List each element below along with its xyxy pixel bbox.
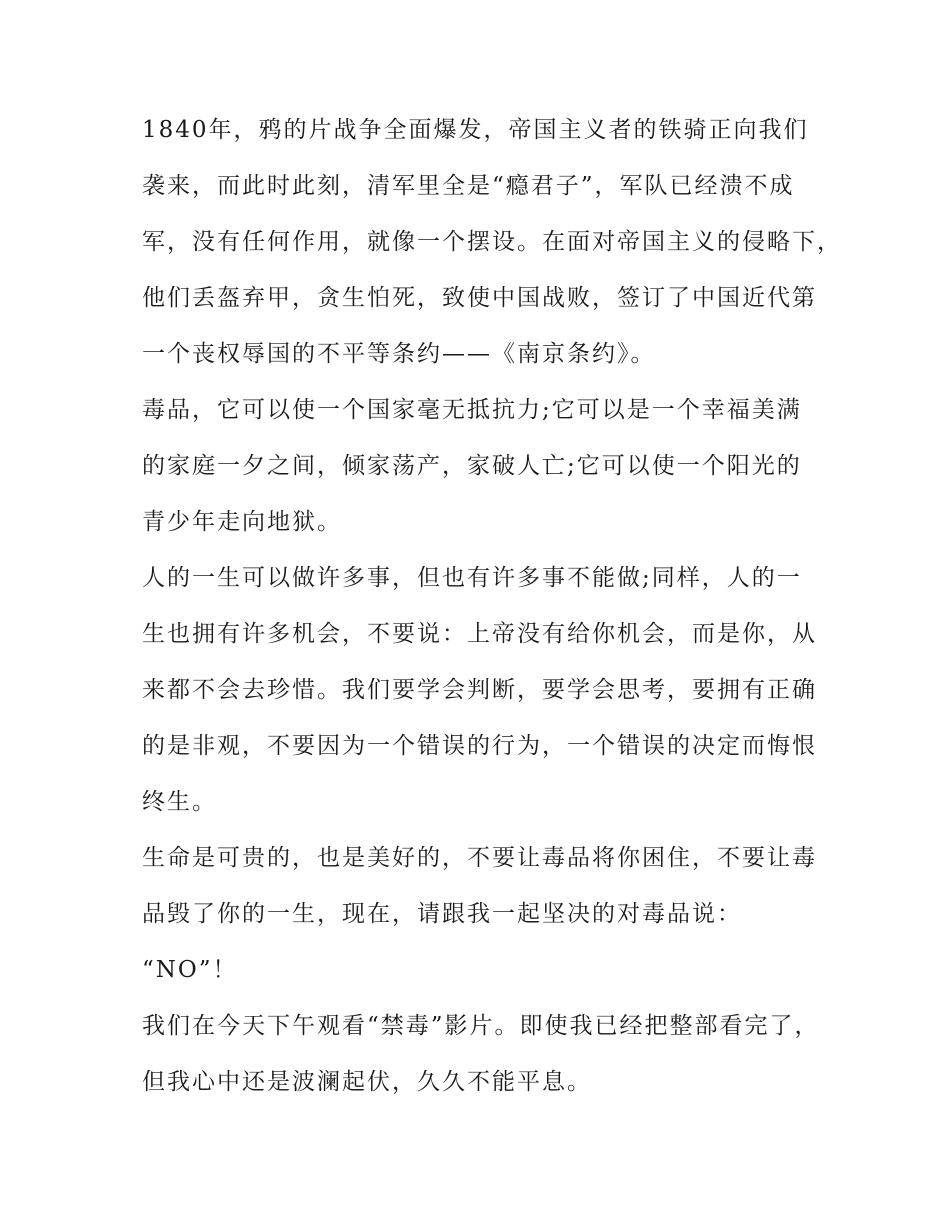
text-line: 袭来，而此时此刻，清军里全是“瘾君子”，军队已经溃不成 bbox=[142, 173, 795, 199]
text-line: 生命是可贵的，也是美好的，不要让毒品将你困住，不要让毒 bbox=[142, 845, 817, 871]
text-line: 但我心中还是波澜起伏，久久不能平息。 bbox=[142, 1069, 592, 1095]
text-line: 人的一生可以做许多事，但也有许多事不能做;同样，人的一 bbox=[142, 565, 802, 591]
text-line: 我们在今天下午观看“禁毒”影片。即使我已经把整部看完了， bbox=[142, 1013, 820, 1039]
text-line: 品毁了你的一生，现在，请跟我一起坚决的对毒品说： bbox=[142, 901, 742, 927]
text-line: 毒品，它可以使一个国家毫无抵抗力;它可以是一个幸福美满 bbox=[142, 397, 802, 423]
text-line: 他们丢盔弃甲，贪生怕死，致使中国战败，签订了中国近代第 bbox=[142, 285, 817, 311]
text-line: 终生。 bbox=[142, 789, 217, 815]
text-line: 生也拥有许多机会，不要说：上帝没有给你机会，而是你，从 bbox=[142, 621, 817, 647]
text-line: 一个丧权辱国的不平等条约——《南京条约》。 bbox=[142, 341, 656, 367]
text-line: 来都不会去珍惜。我们要学会判断，要学会思考，要拥有正确 bbox=[142, 677, 817, 703]
text-line: “NO”！ bbox=[142, 957, 238, 983]
text-line: 1840年，鸦的片战争全面爆发，帝国主义者的铁骑正向我们 bbox=[142, 117, 809, 143]
text-line: 的家庭一夕之间，倾家荡产，家破人亡;它可以使一个阳光的 bbox=[142, 453, 802, 479]
text-line: 的是非观，不要因为一个错误的行为，一个错误的决定而悔恨 bbox=[142, 733, 817, 759]
text-line: 青少年走向地狱。 bbox=[142, 509, 342, 535]
text-line: 军，没有任何作用，就像一个摆设。在面对帝国主义的侵略下， bbox=[142, 229, 842, 255]
